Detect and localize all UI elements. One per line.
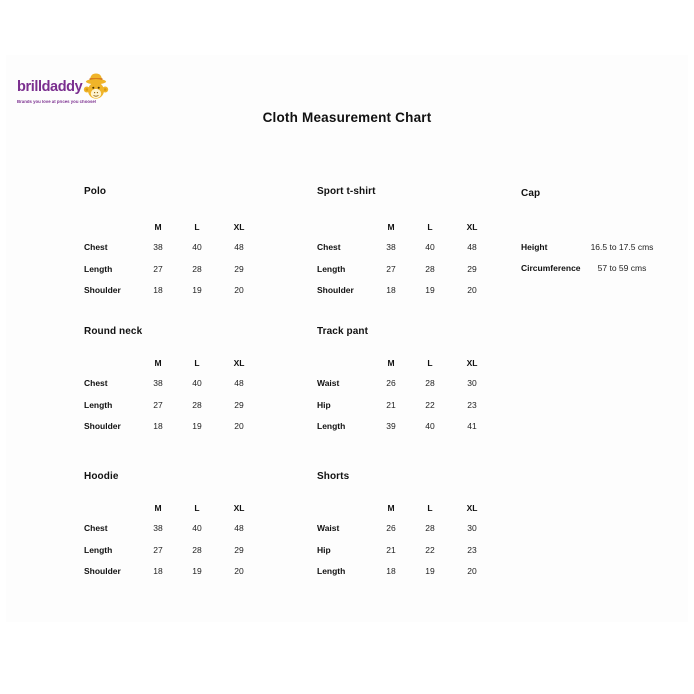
table-title: Round neck [84,326,143,337]
size-value: 30 [467,378,477,389]
row-label: Chest [84,523,108,534]
size-value: 40 [425,421,435,432]
size-col-header: XL [233,357,245,368]
row-label: Chest [317,242,341,253]
size-value: 28 [425,378,435,389]
size-value: 29 [234,263,244,274]
size-col-header: XL [466,357,478,368]
row-label: Length [84,544,113,555]
size-value: 18 [153,566,163,577]
row-label: Shoulder [84,566,121,577]
size-value: 48 [234,378,244,389]
size-value: 19 [192,566,202,577]
row-label: Waist [317,523,340,534]
row-label: Shoulder [317,285,354,296]
size-value: 21 [386,544,396,555]
size-value: 48 [467,242,477,253]
row-label: Length [317,421,346,432]
size-value: 20 [467,285,477,296]
size-col-header: L [427,357,433,368]
size-col-header: XL [233,502,245,513]
size-col-header: M [387,502,395,513]
size-value: 38 [153,242,163,253]
size-value: 23 [467,544,477,555]
row-label: Shoulder [84,285,121,296]
table-title: Track pant [317,326,369,337]
size-col-header: L [194,502,200,513]
size-value: 40 [192,523,202,534]
size-value: 19 [192,421,202,432]
size-table-hoodie [84,472,261,583]
size-col-header: XL [466,221,478,232]
table-title: Shorts [317,471,350,482]
size-value: 18 [386,285,396,296]
size-value: 38 [386,242,396,253]
row-label: Chest [84,242,108,253]
table-title: Polo [84,186,107,197]
row-label: Hip [317,544,331,555]
size-value: 20 [234,285,244,296]
size-value: 28 [425,523,435,534]
size-value: 27 [153,263,163,274]
size-value: 26 [386,378,396,389]
size-value: 40 [192,378,202,389]
size-value: 48 [234,523,244,534]
size-table-track-pant [317,327,494,438]
row-label: Waist [317,378,340,389]
size-col-header: L [427,502,433,513]
size-value: 38 [153,378,163,389]
size-value: 19 [192,285,202,296]
size-value: 18 [153,285,163,296]
row-label: Length [84,399,113,410]
size-col-header: M [154,502,162,513]
table-title: Sport t-shirt [317,186,376,197]
size-value: 20 [234,421,244,432]
table-title: Hoodie [84,471,119,482]
size-value: 39 [386,421,396,432]
size-value: 40 [425,242,435,253]
size-col-header: M [387,221,395,232]
measurement-value: 16.5 to 17.5 cms [590,242,654,252]
size-value: 27 [386,263,396,274]
size-value: 28 [192,399,202,410]
size-table-cap [521,189,657,279]
size-value: 28 [192,544,202,555]
table-title: Cap [521,188,541,199]
brand-logo [17,72,127,106]
size-col-header: L [194,221,200,232]
page-title: Cloth Measurement Chart [262,110,432,125]
size-value: 40 [192,242,202,253]
size-value: 18 [153,421,163,432]
measurement-value: 57 to 59 cms [597,263,647,273]
size-value: 38 [153,523,163,534]
size-value: 29 [467,263,477,274]
size-value: 29 [234,399,244,410]
size-table-shorts [317,472,494,583]
size-value: 28 [192,263,202,274]
size-col-header: M [154,357,162,368]
size-value: 23 [467,399,477,410]
size-value: 48 [234,242,244,253]
size-table-round-neck [84,327,261,438]
row-label: Circumference [521,263,581,273]
size-col-header: M [154,221,162,232]
size-value: 21 [386,399,396,410]
brand-tagline: Brands you love at prices you choose! [17,100,97,105]
size-col-header: L [427,221,433,232]
monkey-with-hat-icon [83,72,109,102]
size-value: 20 [234,566,244,577]
size-table-polo [84,187,261,302]
row-label: Chest [84,378,108,389]
size-col-header: M [387,357,395,368]
size-value: 18 [386,566,396,577]
size-value: 22 [425,399,435,410]
size-value: 20 [467,566,477,577]
row-label: Length [84,263,113,274]
size-value: 26 [386,523,396,534]
row-label: Height [521,242,548,252]
row-label: Length [317,263,346,274]
size-value: 19 [425,566,435,577]
size-value: 19 [425,285,435,296]
row-label: Hip [317,399,331,410]
row-label: Length [317,566,346,577]
size-value: 27 [153,399,163,410]
brand-name: brilldaddy [17,79,83,95]
size-col-header: L [194,357,200,368]
size-value: 29 [234,544,244,555]
size-value: 30 [467,523,477,534]
size-value: 28 [425,263,435,274]
size-value: 27 [153,544,163,555]
size-col-header: XL [466,502,478,513]
size-value: 22 [425,544,435,555]
size-table-sport-tshirt [317,187,494,302]
row-label: Shoulder [84,421,121,432]
size-col-header: XL [233,221,245,232]
size-value: 41 [467,421,477,432]
